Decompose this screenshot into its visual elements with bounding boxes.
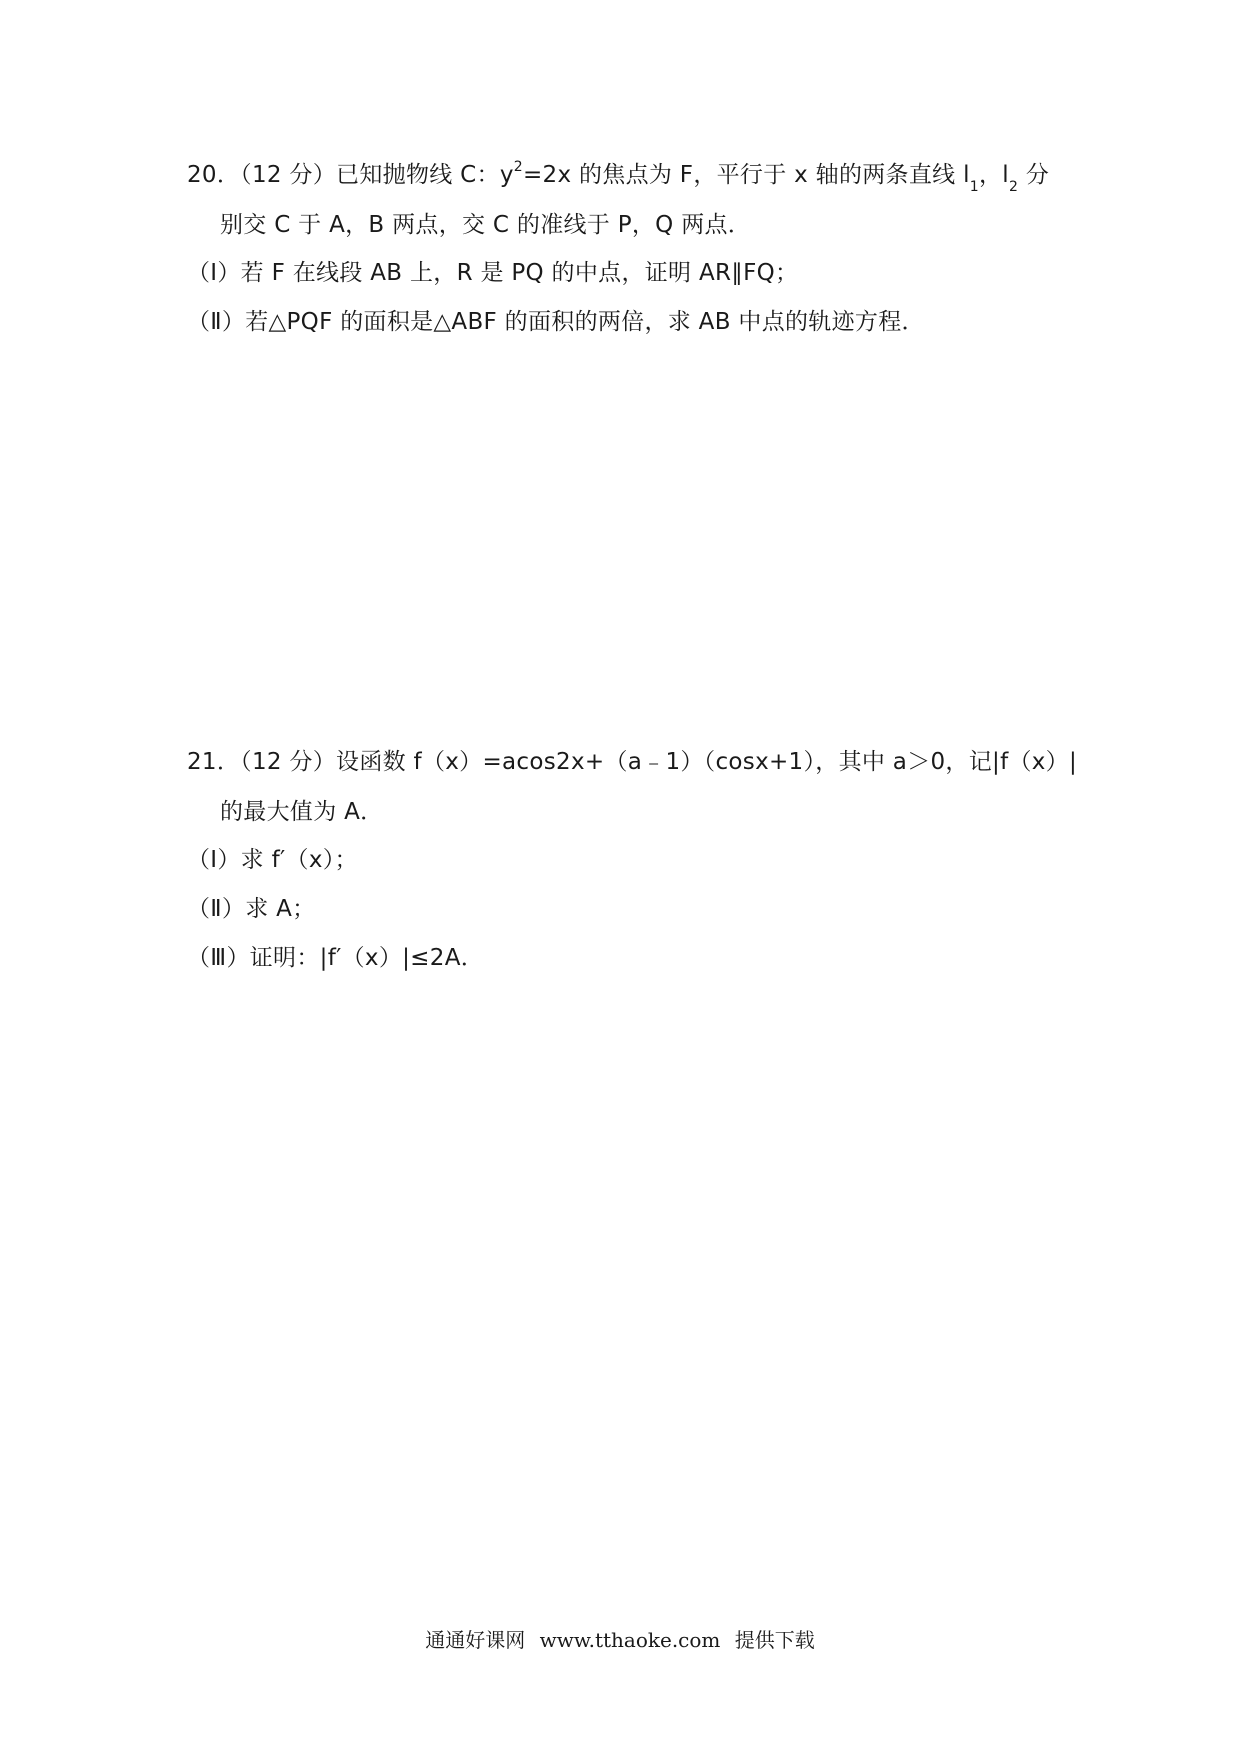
q20-line-1 [187, 159, 1050, 195]
q21-line-1: 21．（12 分）设函数 f（x）=acos2x+（a﹣1）（cosx+1），其中 a＞0，记|f（x）| [187, 749, 1078, 775]
q20-text-g: 分 [1018, 162, 1050, 188]
q20-subscript-2: 2 [1008, 178, 1019, 195]
q20-part-1: （Ⅰ）若 F 在线段 AB 上，R 是 PQ 的中点，证明 AR∥FQ； [187, 260, 799, 286]
q20-text-a: 20．（12 分）已知抛物线 C：y [187, 162, 514, 188]
q20-line-2: 别交 C 于 A，B 两点，交 C 的准线于 P，Q 两点． [220, 212, 752, 238]
q20-text-c: =2x 的焦点为 F，平行于 x 轴的两条直线 l [522, 162, 970, 188]
page-footer [0, 1627, 1240, 1653]
q21-part-2: （Ⅱ）求 A； [187, 896, 316, 922]
q20-text-e: ，l [978, 162, 1009, 188]
q21-part-3: （Ⅲ）证明：|f′（x）|≤2A． [187, 945, 485, 971]
q20-superscript: 2 [513, 159, 523, 176]
footer-site-name: 通通好课网 [425, 1628, 526, 1652]
q20-part-2: （Ⅱ）若△PQF 的面积是△ABF 的面积的两倍，求 AB 中点的轨迹方程． [187, 309, 925, 335]
q21-line-2: 的最大值为 A． [220, 799, 384, 825]
q21-part-1: （Ⅰ）求 f′（x）； [187, 847, 358, 873]
q20-subscript-1: 1 [969, 178, 979, 195]
footer-suffix: 提供下载 [734, 1628, 815, 1652]
footer-url: www.tthaoke.com [539, 1628, 721, 1652]
